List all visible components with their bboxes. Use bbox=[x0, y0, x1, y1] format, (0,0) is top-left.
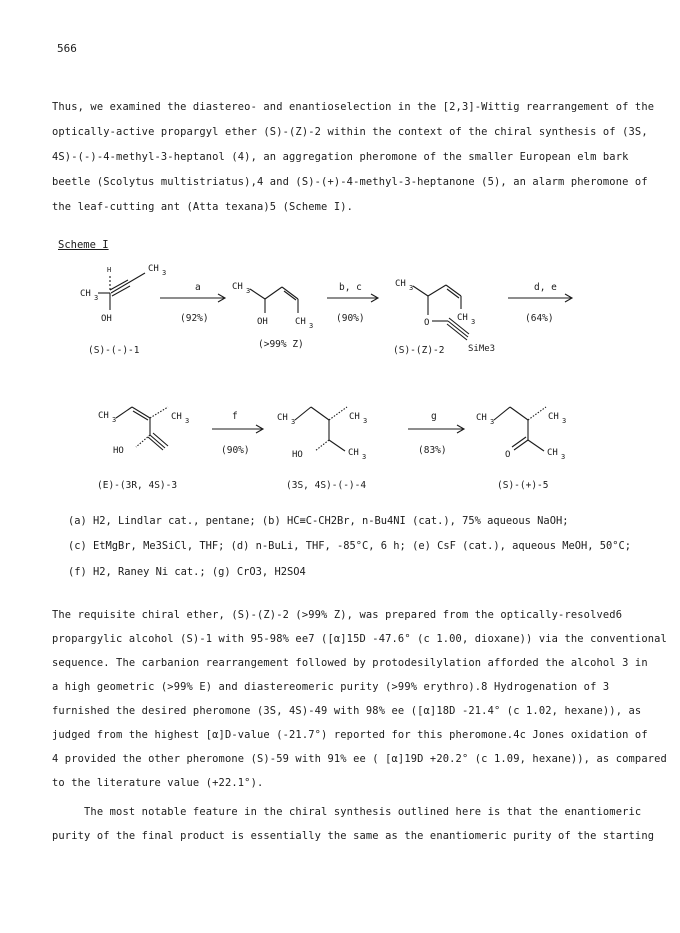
svg-text:3: 3 bbox=[162, 269, 167, 277]
arrow-bc-reagent: b, c bbox=[339, 282, 362, 293]
svg-text:3: 3 bbox=[362, 453, 367, 461]
oh-label: OH bbox=[101, 314, 112, 324]
paragraph2-line: to the literature value (+22.1°). bbox=[52, 777, 264, 789]
paragraph1-line: the leaf-cutting ant (Atta texana)5 (Scheme I). bbox=[52, 201, 354, 213]
arrow-g-yield: (83%) bbox=[418, 445, 447, 456]
compound-2-structure bbox=[232, 282, 313, 330]
svg-text:OH: OH bbox=[257, 317, 268, 327]
svg-text:3: 3 bbox=[309, 322, 314, 330]
arrow-f-reagent: f bbox=[232, 411, 238, 422]
svg-text:3: 3 bbox=[363, 417, 368, 425]
paragraph1-line: beetle (Scolytus multistriatus),4 and (S)-(+)-4-methyl-3-heptanone (5), an alarm pheromone of bbox=[52, 176, 648, 188]
svg-text:3: 3 bbox=[246, 287, 251, 295]
paragraph3-line: purity of the final product is essentially the same as the enantiomeric purity of the starting bbox=[52, 830, 655, 842]
svg-text:3: 3 bbox=[490, 418, 495, 426]
compound-1-label: (S)-(-)-1 bbox=[88, 345, 140, 356]
svg-text:HO: HO bbox=[113, 446, 124, 456]
svg-text:CH: CH bbox=[171, 412, 182, 422]
paragraph1-line: Thus, we examined the diastereo- and enantioselection in the [2,3]-Wittig rearrangement of the bbox=[52, 101, 655, 113]
svg-text:CH: CH bbox=[547, 448, 558, 458]
svg-text:CH: CH bbox=[98, 411, 109, 421]
svg-text:CH: CH bbox=[232, 282, 243, 292]
compound-3-label: (S)-(Z)-2 bbox=[393, 345, 445, 356]
paragraph2-line: The requisite chiral ether, (S)-(Z)-2 (>99% Z), was prepared from the optically-resolved6 bbox=[52, 609, 623, 621]
arrow-g-reagent: g bbox=[431, 411, 437, 422]
conditions-line: (c) EtMgBr, Me3SiCl, THF; (d) n-BuLi, THF, -85°C, 6 h; (e) CsF (cat.), aqueous MeOH, 50°C; bbox=[68, 540, 632, 552]
paragraph2-line: 4 provided the other pheromone (S)-59 with 91% ee ( [α]19D +20.2° (c 1.09, hexane)), as compared bbox=[52, 753, 667, 765]
svg-text:CH: CH bbox=[295, 317, 306, 327]
svg-text:O: O bbox=[424, 318, 430, 328]
svg-text:3: 3 bbox=[185, 417, 190, 425]
svg-text:3: 3 bbox=[112, 416, 117, 424]
compound-2-label: (>99% Z) bbox=[258, 339, 304, 350]
svg-text:3: 3 bbox=[561, 453, 566, 461]
svg-text:CH: CH bbox=[349, 412, 360, 422]
paragraph2-line: judged from the highest [α]D-value (-21.7°) reported for this pheromone.4c Jones oxidation of bbox=[52, 729, 648, 741]
arrow-a-yield: (92%) bbox=[180, 313, 209, 324]
arrow-de-yield: (64%) bbox=[525, 313, 554, 324]
svg-text:CH: CH bbox=[277, 413, 288, 423]
arrow-f-yield: (90%) bbox=[221, 445, 250, 456]
compound-3-e-label: (E)-(3R, 4S)-3 bbox=[97, 480, 178, 491]
svg-text:3: 3 bbox=[409, 284, 414, 292]
svg-text:CH: CH bbox=[395, 279, 406, 289]
compound-4-structure bbox=[277, 407, 367, 461]
paragraph2-line: propargylic alcohol (S)-1 with 95-98% ee7 ([α]15D -47.6° (c 1.00, dioxane)) via the conventional bbox=[52, 633, 667, 645]
svg-text:CH: CH bbox=[348, 448, 359, 458]
svg-text:CH: CH bbox=[148, 264, 159, 274]
compound-4-label: (3S, 4S)-(-)-4 bbox=[286, 480, 367, 491]
paragraph2-line: furnished the desired pheromone (3S, 4S)-49 with 98% ee ([α]18D -21.4° (c 1.02, hexane)), as bbox=[52, 705, 642, 717]
svg-text:3: 3 bbox=[291, 418, 296, 426]
arrow-bc-yield: (90%) bbox=[336, 313, 365, 324]
svg-text:CH: CH bbox=[476, 413, 487, 423]
page-number: 566 bbox=[57, 42, 77, 55]
svg-text:3: 3 bbox=[94, 294, 99, 302]
arrow-de-reagent: d, e bbox=[534, 282, 557, 293]
arrow-a-reagent: a bbox=[195, 282, 201, 293]
h-atom: H bbox=[107, 266, 112, 274]
scheme-title: Scheme I bbox=[58, 239, 109, 251]
compound-3-structure bbox=[395, 279, 495, 354]
paragraph2-line: a high geometric (>99% E) and diastereomeric purity (>99% erythro).8 Hydrogenation of 3 bbox=[52, 681, 610, 693]
compound-5-label: (S)-(+)-5 bbox=[497, 480, 549, 491]
ch3-label: CH bbox=[80, 289, 91, 299]
svg-text:3: 3 bbox=[471, 318, 476, 326]
compound-1-structure bbox=[80, 264, 166, 324]
svg-text:SiMe3: SiMe3 bbox=[468, 344, 496, 354]
svg-text:O: O bbox=[505, 450, 511, 460]
svg-text:3: 3 bbox=[562, 417, 567, 425]
compound-5-structure bbox=[476, 407, 566, 461]
reaction-scheme bbox=[0, 255, 680, 505]
svg-text:CH: CH bbox=[548, 412, 559, 422]
conditions-line: (f) H2, Raney Ni cat.; (g) CrO3, H2SO4 bbox=[68, 566, 306, 578]
compound-3-e-structure bbox=[98, 407, 189, 456]
paragraph2-line: sequence. The carbanion rearrangement followed by protodesilylation afforded the alcohol 3 in bbox=[52, 657, 648, 669]
svg-text:CH: CH bbox=[457, 313, 468, 323]
conditions-line: (a) H2, Lindlar cat., pentane; (b) HC≡C-CH2Br, n-Bu4NI (cat.), 75% aqueous NaOH; bbox=[68, 515, 569, 527]
paragraph1-line: 4S)-(-)-4-methyl-3-heptanol (4), an aggregation pheromone of the smaller European elm bark bbox=[52, 151, 629, 163]
svg-text:HO: HO bbox=[292, 450, 303, 460]
paragraph3-line: The most notable feature in the chiral synthesis outlined here is that the enantiomeric bbox=[52, 806, 642, 818]
paragraph1-line: optically-active propargyl ether (S)-(Z)-2 within the context of the chiral synthesis of (3S, bbox=[52, 126, 648, 138]
